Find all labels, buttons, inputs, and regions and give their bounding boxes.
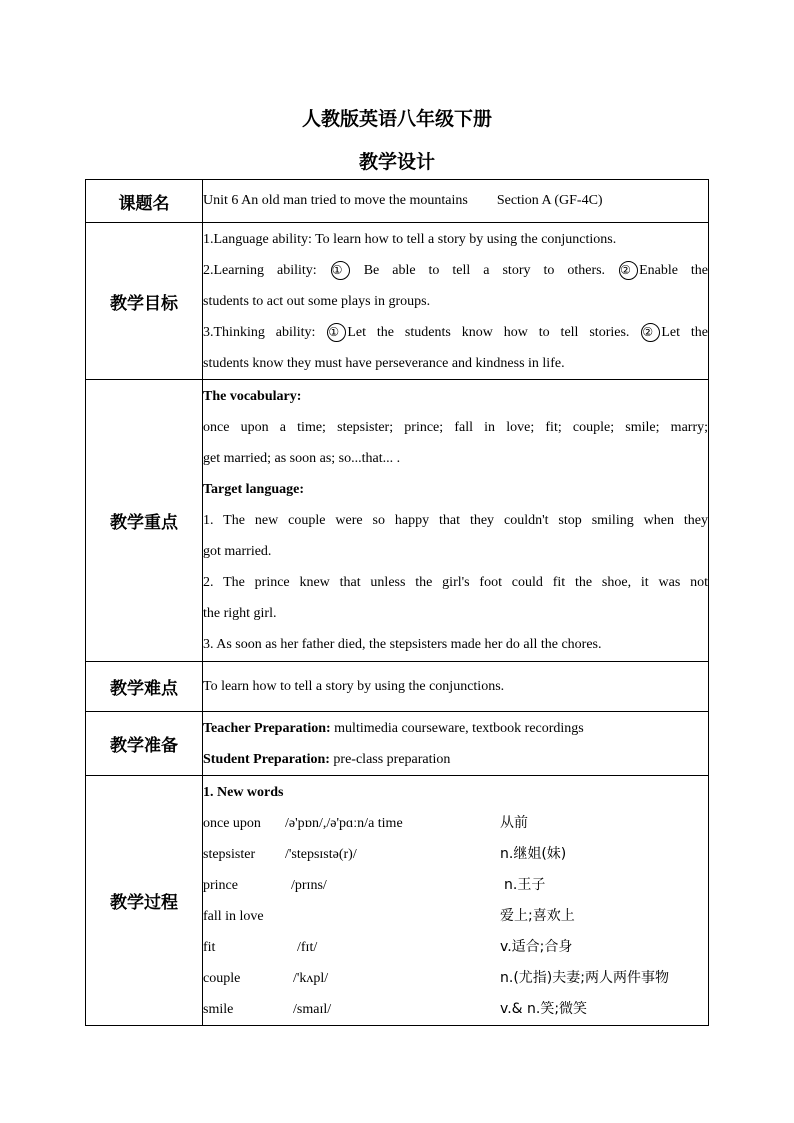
word-row: [203, 932, 708, 963]
difficulty-label: 教学难点: [86, 662, 203, 712]
objective-thinking-cont: students know they must have perseverance and kindness in life.: [203, 355, 565, 371]
objective-thinking-item1: Let the students know how to tell stories.: [347, 324, 630, 340]
key-points-label: 教学重点: [86, 380, 203, 662]
word-chinese: n.王子: [504, 876, 546, 893]
word-phonetic: /prɪns/: [291, 877, 327, 893]
word-english: smile: [203, 1001, 234, 1017]
difficulty-row: [86, 662, 709, 712]
preparation-content: [203, 712, 709, 776]
teacher-preparation-label: Teacher Preparation:: [203, 720, 331, 736]
circled-number-1: ①: [327, 323, 346, 342]
word-english: once upon: [203, 815, 261, 831]
word-chinese: v.& n.笑;微笑: [500, 1000, 588, 1017]
word-phonetic: /'stepsɪstə(r)/: [285, 846, 357, 862]
word-phonetic: /fɪt/: [297, 939, 318, 955]
word-english: fit: [203, 939, 216, 955]
objective-learning-item2: Enable the: [639, 262, 708, 278]
topic-unit: Unit 6 An old man tried to move the mountains: [203, 193, 468, 208]
document-title: 人教版英语八年级下册: [301, 108, 492, 130]
key-points-content: [203, 380, 709, 662]
word-chinese: v.适合;合身: [500, 938, 573, 955]
objective-language: 1.Language ability: To learn how to tell a story by using the conjunctions.: [203, 231, 617, 247]
vocabulary-heading: The vocabulary:: [203, 389, 302, 404]
target-sentence-cont: the right girl.: [203, 606, 277, 621]
process-label: 教学过程: [86, 776, 203, 1026]
difficulty-content: [203, 662, 709, 712]
circled-number-2: ②: [619, 261, 638, 280]
circled-number-1: ①: [331, 261, 350, 280]
word-chinese: n.继姐(妹): [500, 845, 567, 862]
difficulty-text: To learn how to tell a story by using the conjunctions.: [203, 679, 505, 694]
topic-label: 课题名: [86, 180, 203, 223]
objective-learning-cont: students to act out some plays in groups.: [203, 293, 431, 309]
student-preparation-label: Student Preparation:: [203, 751, 330, 767]
word-row: [203, 994, 708, 1025]
word-chinese: n.(尤指)夫妻;两人两件事物: [500, 969, 669, 986]
word-chinese: 从前: [500, 814, 528, 831]
circled-number-2: ②: [641, 323, 660, 342]
word-list: [203, 808, 708, 1025]
word-row: [203, 808, 708, 839]
objective-learning-item1: Be able to tell a story to others.: [363, 262, 606, 278]
word-chinese: 爱上;喜欢上: [500, 907, 575, 924]
preparation-label: 教学准备: [86, 712, 203, 776]
target-sentence-cont: got married.: [203, 544, 272, 559]
target-sentence: 1. The new couple were so happy that they couldn't stop smiling when they: [203, 513, 708, 528]
new-words-heading: 1. New words: [203, 784, 284, 800]
target-language-heading: Target language:: [203, 482, 304, 497]
objective-thinking-head: 3.Thinking ability:: [203, 324, 316, 340]
word-english: prince: [203, 877, 238, 893]
word-phonetic: /ə'pɒn/,/ə'pɑːn/a time: [285, 815, 403, 831]
objectives-row: [86, 223, 709, 380]
objectives-content: [203, 223, 709, 380]
word-row: [203, 870, 708, 901]
teacher-preparation-text: multimedia courseware, textbook recordings: [334, 720, 584, 736]
objective-thinking-item2: Let the: [661, 324, 708, 340]
objective-learning-head: 2.Learning ability:: [203, 262, 317, 278]
document-subtitle: 教学设计: [358, 151, 435, 173]
key-points-row: [86, 380, 709, 662]
topic-section: Section A (GF-4C): [496, 193, 603, 208]
vocabulary-line: once upon a time; stepsister; prince; fall in love; fit; couple; smile; marry;: [203, 420, 708, 435]
word-row: [203, 963, 708, 994]
process-content: [203, 776, 709, 1026]
word-row: [203, 901, 708, 932]
word-phonetic: /smaɪl/: [293, 1001, 332, 1017]
target-sentence: 3. As soon as her father died, the stepsisters made her do all the chores.: [203, 637, 602, 652]
topic-row: [86, 180, 709, 223]
objectives-label: 教学目标: [86, 223, 203, 380]
student-preparation-text: pre-class preparation: [333, 751, 451, 767]
vocabulary-line: get married; as soon as; so...that... .: [203, 451, 401, 466]
student-preparation: [203, 744, 708, 775]
process-row: [86, 776, 709, 1026]
word-row: [203, 839, 708, 870]
lesson-plan-table: [85, 179, 709, 1026]
teacher-preparation: [203, 713, 708, 744]
word-english: fall in love: [203, 908, 264, 924]
objective-thinking: [203, 317, 708, 348]
objective-learning: [203, 255, 708, 286]
word-phonetic: /'kʌpl/: [293, 970, 329, 986]
target-sentence: 2. The prince knew that unless the girl's foot could fit the shoe, it was not: [203, 575, 708, 590]
preparation-row: [86, 712, 709, 776]
word-english: stepsister: [203, 846, 256, 862]
topic-content: [203, 180, 709, 223]
word-english: couple: [203, 970, 241, 986]
